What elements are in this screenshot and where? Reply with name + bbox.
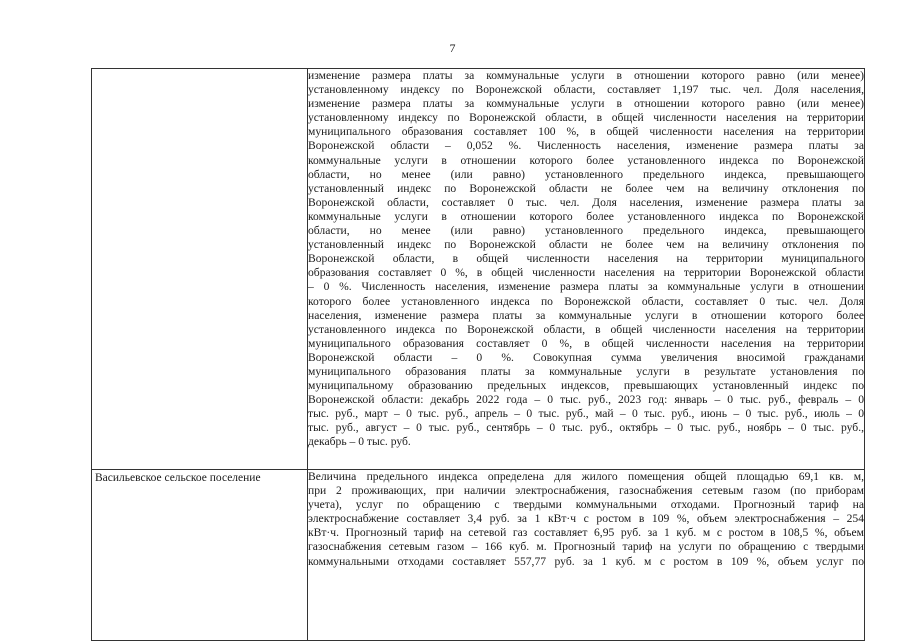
description-line: установленному индексу по Воронежской области, в общей численности населения на территории (308, 111, 864, 125)
description-line: газоснабжения сетевым газом – 166 куб. м. Прогнозный тариф на услуги по обращению с твердыми (308, 540, 864, 554)
description-line: населения, изменение размера платы за коммунальные услуги в отношении которого более (308, 308, 864, 322)
description-line: которого более установленного индекса по Воронежской области, составляет 0 тыс. чел. Доля (308, 294, 864, 308)
municipality-table (91, 68, 865, 641)
description-line: Воронежской области, в общей численности населения на территории муниципального (308, 252, 864, 266)
municipality-name (92, 69, 307, 70)
page-number: 7 (449, 41, 456, 55)
description-line: муниципального образования составляет 0 %, в общей численности населения на территории (308, 336, 864, 350)
table-row (92, 470, 865, 641)
description-line: Воронежской области: декабрь 2022 года – 0 тыс. руб., 2023 год: январь – 0 тыс. руб., февраль – 0 (308, 393, 864, 407)
description-line: Воронежской области – 0 %. Совокупная сумма увеличения вносимой гражданами (308, 350, 864, 364)
description-line: установленному индексу по Воронежской области, составляет 1,197 тыс. чел. Доля населения, (308, 83, 864, 97)
description-line: установленный индекс по Воронежской области не более чем на величину отклонения по (308, 238, 864, 252)
description-line: Воронежской области – 0,052 %. Численность населения, изменение размера платы за (308, 139, 864, 153)
description-cell (308, 470, 865, 641)
description-line: изменение размера платы за коммунальные услуги в отношении которого равно (или менее) (308, 97, 864, 111)
description-line: изменение размера платы за коммунальные услуги в отношении которого равно (или менее) (308, 69, 864, 82)
description-line: декабрь – 0 тыс. руб. (308, 435, 411, 449)
description-cell (308, 69, 865, 470)
table-row (92, 69, 865, 470)
municipality-cell (92, 470, 308, 641)
description-line: установленный индекс по Воронежской области не более чем на величину отклонения по (308, 181, 864, 195)
description-line: кВт·ч. Прогнозный тариф на сетевой газ составляет 6,95 руб. за 1 куб. м с ростом в 108,5 %, объем (308, 526, 864, 540)
description-line: тыс. руб., август – 0 тыс. руб., сентябрь – 0 тыс. руб., октябрь – 0 тыс. руб., ноябрь – 0 тыс. руб., (308, 421, 864, 435)
description-line: области, но менее (или равно) установленного предельного индекса, превышающего (308, 167, 864, 181)
description-line: коммунальные услуги в отношении которого более установленного индекса по Воронежской (308, 153, 864, 167)
municipality-cell (92, 69, 308, 470)
description-line: образования составляет 0 %, в общей численности населения на территории Воронежской области (308, 266, 864, 280)
description-line: муниципального образования составляет 100 %, в общей численности населения на территории (308, 125, 864, 139)
description-line: муниципальному образованию предельных индексов, превышающих установленный индекс по (308, 379, 864, 393)
description-line: установленного индекса по Воронежской области, в общей численности населения на территории (308, 322, 864, 336)
description-line: Воронежской области, составляет 0 тыс. чел. Доля населения, изменение размера платы за (308, 195, 864, 209)
description-line: коммунальные услуги в отношении которого более установленного индекса по Воронежской (308, 209, 864, 223)
description-line: Величина предельного индекса определена для жилого помещения общей площадью 69,1 кв. м, (308, 470, 864, 483)
description-line: при 2 проживающих, при наличии электроснабжения, газоснабжения сетевым газом (по приборам (308, 484, 864, 498)
description-line: коммунальными отходами составляет 557,77 руб. за 1 куб. м с ростом в 109 %, объем услуг по (308, 554, 864, 568)
description-line: электроснабжение составляет 3,4 руб. за 1 кВт·ч с ростом в 109 %, объем электроснабжения – 254 (308, 512, 864, 526)
municipality-name: Васильевское сельское поселение (95, 472, 261, 484)
description-line: области, но менее (или равно) установленного предельного индекса, превышающего (308, 224, 864, 238)
description-line: муниципального образования платы за коммунальные услуги в результате установления по (308, 364, 864, 378)
description-line: учета), услуг по обращению с твердыми коммунальными отходами. Прогнозный тариф на (308, 498, 864, 512)
description-line: тыс. руб., март – 0 тыс. руб., апрель – 0 тыс. руб., май – 0 тыс. руб., июнь – 0 тыс. руб., июль – 0 (308, 407, 864, 421)
description-line: – 0 %. Численность населения, изменение размера платы за коммунальные услуги в отношении (308, 280, 864, 294)
